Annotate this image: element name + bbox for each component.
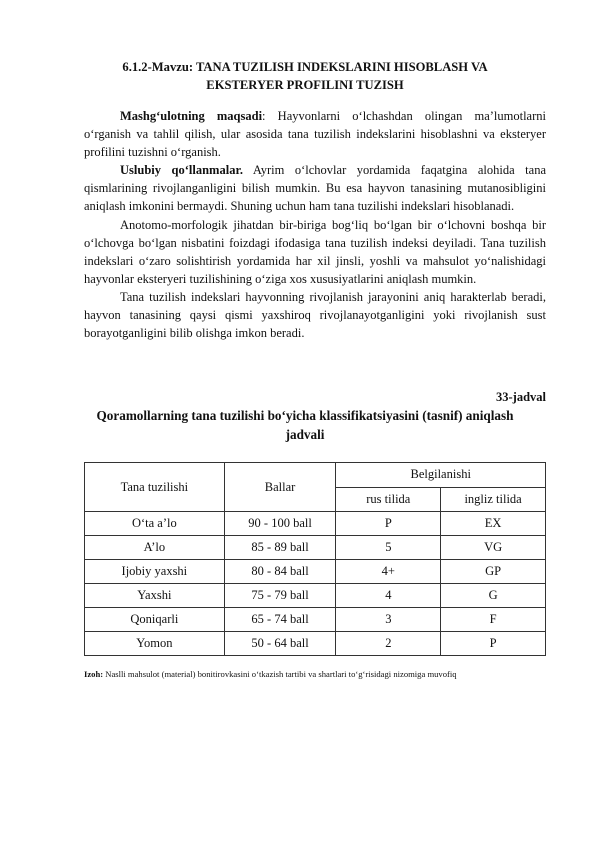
cell-body-structure: A’lo [85,536,225,560]
paragraph-method-lead: Uslubiy qo‘llanmalar. [120,163,243,178]
table-row [85,632,546,656]
cell-russian: 5 [336,536,441,560]
paragraph-aim-text: : Hayvonlarni o‘lchashdan olingan ma’lumotlarni o‘rganish va tahlil qilish, ular asosida tana tuzilish indekslarini hisoblashni va eksteryer profilini tuzishni o‘rganish. [84,109,546,160]
cell-english: EX [441,512,546,536]
cell-points: 75 - 79 ball [224,584,336,608]
header-body-structure: Tana tuzilishi [85,463,225,512]
table-row [85,584,546,608]
cell-english: VG [441,536,546,560]
cell-russian: 4 [336,584,441,608]
paragraph-aim-lead: Mashg‘ulotning maqsadi [120,109,263,123]
title-line-2: EKSTERYER PROFILINI TUZISH [206,78,404,92]
cell-russian: 3 [336,608,441,632]
cell-english: G [441,584,546,608]
cell-body-structure: Yaxshi [85,584,225,608]
cell-russian: 4+ [336,560,441,584]
table-row [85,536,546,560]
table-title [90,406,520,444]
paragraph-aim [84,107,546,161]
paragraph-purpose: Tana tuzilish indekslari hayvonning rivojlanish jarayonini aniq harakterlab beradi, hayvon tanasining qaysi qismi yaxshiroq rivojlanayotganligini yoki rivojlanish sust borayotganligini bilib olishga imkon beradi. [84,289,546,341]
cell-points: 85 - 89 ball [224,536,336,560]
cell-russian: P [336,512,441,536]
paragraph-method-text: Ayrim o‘lchovlar yordamida faqatgina alohida tana qismlarining rivojlanganligini bilish mumkin. Bu esa hayvon tanasining mutanosibligini aniqlash imkonini bermaydi. Shuning uchun ham tana tuzilishi indekslari hisoblanadi. [84,163,546,214]
classification-table [84,462,546,656]
table-row [85,560,546,584]
header-russian: rus tilida [336,487,441,512]
cell-points: 50 - 64 ball [224,632,336,656]
header-english: ingliz tilida [441,487,546,512]
table-number: 33-jadval [496,390,546,404]
header-points: Ballar [224,463,336,512]
paragraph-method [84,161,546,215]
cell-english: F [441,608,546,632]
body-text [84,107,546,342]
cell-english: GP [441,560,546,584]
table-title-line-1: Qoramollarning tana tuzilishi bo‘yicha klassifikatsiyasini (tasnif) aniqlash [96,408,514,423]
cell-russian: 2 [336,632,441,656]
cell-body-structure: Yomon [85,632,225,656]
cell-points: 65 - 74 ball [224,608,336,632]
title-line-1: 6.1.2-Mavzu: TANA TUZILISH INDEKSLARINI HISOBLASH VA [122,60,488,74]
header-designation: Belgilanishi [336,463,546,488]
table-footnote [84,669,554,680]
footnote-label: Izoh: [84,669,104,679]
table-header-row [85,463,546,488]
footnote-text: Naslli mahsulot (material) bonitirovkasini o‘tkazish tartibi va shartlari to‘g‘risidagi nizomiga muvofiq [103,669,457,679]
table-row [85,608,546,632]
cell-points: 90 - 100 ball [224,512,336,536]
table-title-line-2: jadvali [285,427,325,442]
cell-points: 80 - 84 ball [224,560,336,584]
cell-english: P [441,632,546,656]
cell-body-structure: O‘ta a’lo [85,512,225,536]
cell-body-structure: Ijobiy yaxshi [85,560,225,584]
table-row [85,512,546,536]
cell-body-structure: Qoniqarli [85,608,225,632]
page-title [90,58,520,94]
paragraph-definition: Anotomo-morfologik jihatdan bir-biriga bog‘liq bo‘lgan bir o‘lchovni boshqa bir o‘lchovga bo‘lgan nisbatini foizdagi ifodasiga tana tuzilish indeksi deyiladi. Tana tuzilish indekslari o‘zaro solishtirish yordamida har xil jinsli, yoshli va mahsulot yo‘nalishidagi hayvonlar eksteryeri tuzilishining o‘ziga xos xususiyatlarini aniqlash mumkin. [84,217,546,286]
